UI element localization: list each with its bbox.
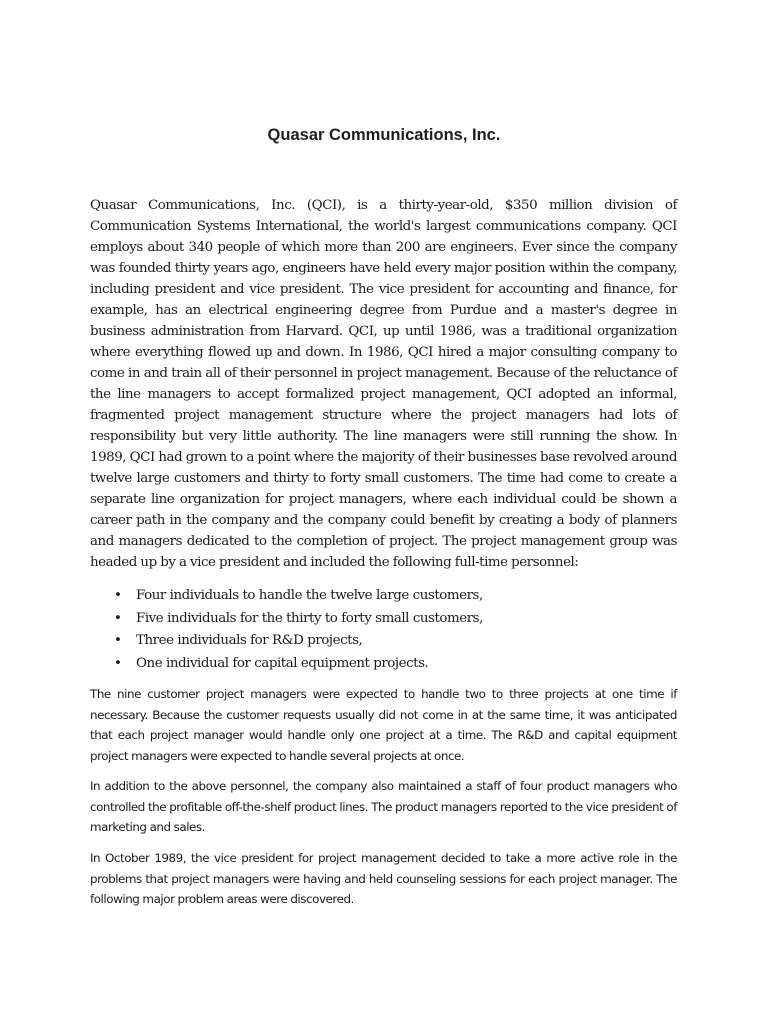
body-paragraph: The nine customer project managers were expected to handle two to three projects at one time if necessary. Because the customer requests usually did not come in at the same time, it was anticipated that each project manager would handle only one project at a time. The R&D and capital equipment project managers were expected to handle several projects at once. xyxy=(90,687,677,763)
body-paragraph: In addition to the above personnel, the company also maintained a staff of four product managers who controlled the profitable off-the-shelf product lines. The product managers reported to the vice president of marketing and sales. xyxy=(90,779,677,834)
list-item xyxy=(90,585,677,608)
bullet-icon: • xyxy=(114,633,122,649)
list-item-text: One individual for capital equipment projects. xyxy=(136,656,429,672)
list-item xyxy=(90,630,677,653)
list-item-text: Three individuals for R&D projects, xyxy=(136,633,363,649)
document-title: Quasar Communications, Inc. xyxy=(267,126,501,144)
list-item-text: Four individuals to handle the twelve large customers, xyxy=(136,588,483,603)
list-item xyxy=(90,608,677,631)
intro-paragraph: Quasar Communications, Inc. (QCI), is a thirty-year-old, $350 million division of Communication Systems International, the world's largest communications company. QCI employs about 340 people of which more than 200 are engineers. Ever since the company was founded thirty years ago, engineers have held every major position within the company, including president and vice president. The vice president for accounting and finance, for example, has an electrical engineering degree from Purdue and a master's degree in business administration from Harvard. QCI, up until 1986, was a traditional organization where everything flowed up and down. In 1986, QCI hired a major consulting company to come in and train all of their personnel in project management. Because of the reluctance of the line managers to accept formalized project management, QCI adopted an informal, fragmented project management structure where the project managers had lots of responsibility but very little authority. The line managers were still running the show. In 1989, QCI had grown to a point where the majority of their businesses base revolved around twelve large customers and thirty to forty small customers. The time had come to create a separate line organization for project managers, where each individual could be shown a career path in the company and the company could benefit by creating a body of planners and managers dedicated to the completion of project. The project management group was headed up by a vice president and included the following full-time personnel: xyxy=(90,198,677,570)
bullet-icon: • xyxy=(114,656,122,672)
list-item xyxy=(90,653,677,676)
body-paragraph: In October 1989, the vice president for project management decided to take a more active role in the problems that project managers were having and held counseling sessions for each project manager. The following major problem areas were discovered. xyxy=(90,851,677,906)
list-item-text: Five individuals for the thirty to forty small customers, xyxy=(136,610,483,626)
bullet-icon: • xyxy=(114,588,122,603)
bullet-icon: • xyxy=(114,610,122,626)
personnel-list xyxy=(90,585,677,676)
